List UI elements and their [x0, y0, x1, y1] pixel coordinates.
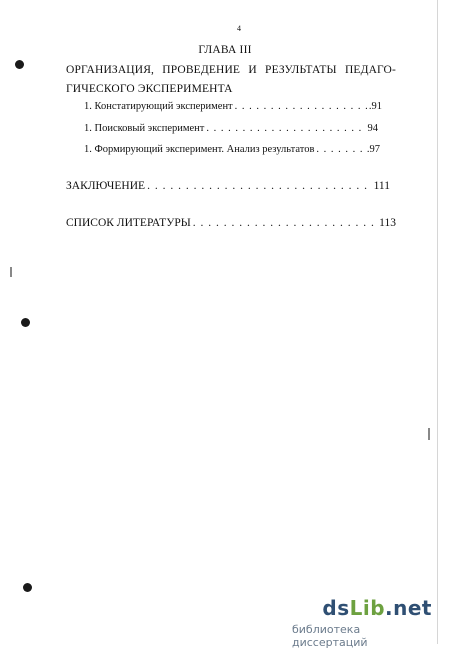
- scan-edge-line: [437, 0, 438, 644]
- toc-entry-page: .97: [366, 144, 380, 155]
- toc-entry-label: СПИСОК ЛИТЕРАТУРЫ: [66, 217, 191, 229]
- watermark-tagline: библиотека диссертаций: [292, 623, 368, 649]
- toc-entry-page: 94: [367, 123, 378, 134]
- toc-entry-page: .91: [368, 101, 382, 112]
- watermark-logo-part: ds: [322, 596, 350, 620]
- watermark-logo: [322, 596, 432, 620]
- scan-hole-mark: [15, 60, 24, 69]
- toc-dot-leader: [147, 180, 372, 192]
- toc-entry[interactable]: [84, 144, 380, 155]
- toc-dot-leader: [206, 123, 365, 134]
- toc-dot-leader: [193, 217, 377, 229]
- toc-dot-leader: [316, 144, 364, 155]
- toc-entry[interactable]: [84, 123, 378, 134]
- toc-entry-page: 111: [373, 180, 390, 192]
- toc-entry-label: 1. Формирующий эксперимент. Анализ результатов: [84, 144, 315, 155]
- toc-entry[interactable]: [84, 101, 382, 112]
- scan-hole-mark: [21, 318, 30, 327]
- toc-entry-page: 113: [379, 217, 396, 229]
- scan-hole-mark: [23, 583, 32, 592]
- watermark[interactable]: [292, 596, 442, 649]
- toc-entry[interactable]: [66, 217, 396, 229]
- chapter-title: ГЛАВА III: [198, 44, 252, 56]
- toc-dot-leader: [235, 101, 367, 112]
- toc-entry-label: ЗАКЛЮЧЕНИЕ: [66, 180, 146, 192]
- chapter-heading: ОРГАНИЗАЦИЯ, ПРОВЕДЕНИЕ И РЕЗУЛЬТАТЫ ПЕДАГО-: [66, 64, 396, 76]
- watermark-logo-part: Lib: [349, 596, 386, 620]
- watermark-logo-part: .net: [385, 596, 432, 620]
- toc-entry-label: 1. Констатирующий эксперимент: [84, 101, 233, 112]
- chapter-heading: ГИЧЕСКОГО ЭКСПЕРИМЕНТА: [66, 83, 233, 95]
- toc-entry-label: 1. Поисковый эксперимент: [84, 123, 205, 134]
- page-number: 4: [237, 24, 241, 33]
- scan-artifact: [428, 428, 430, 440]
- scan-artifact: [10, 267, 12, 277]
- toc-entry[interactable]: [66, 180, 390, 192]
